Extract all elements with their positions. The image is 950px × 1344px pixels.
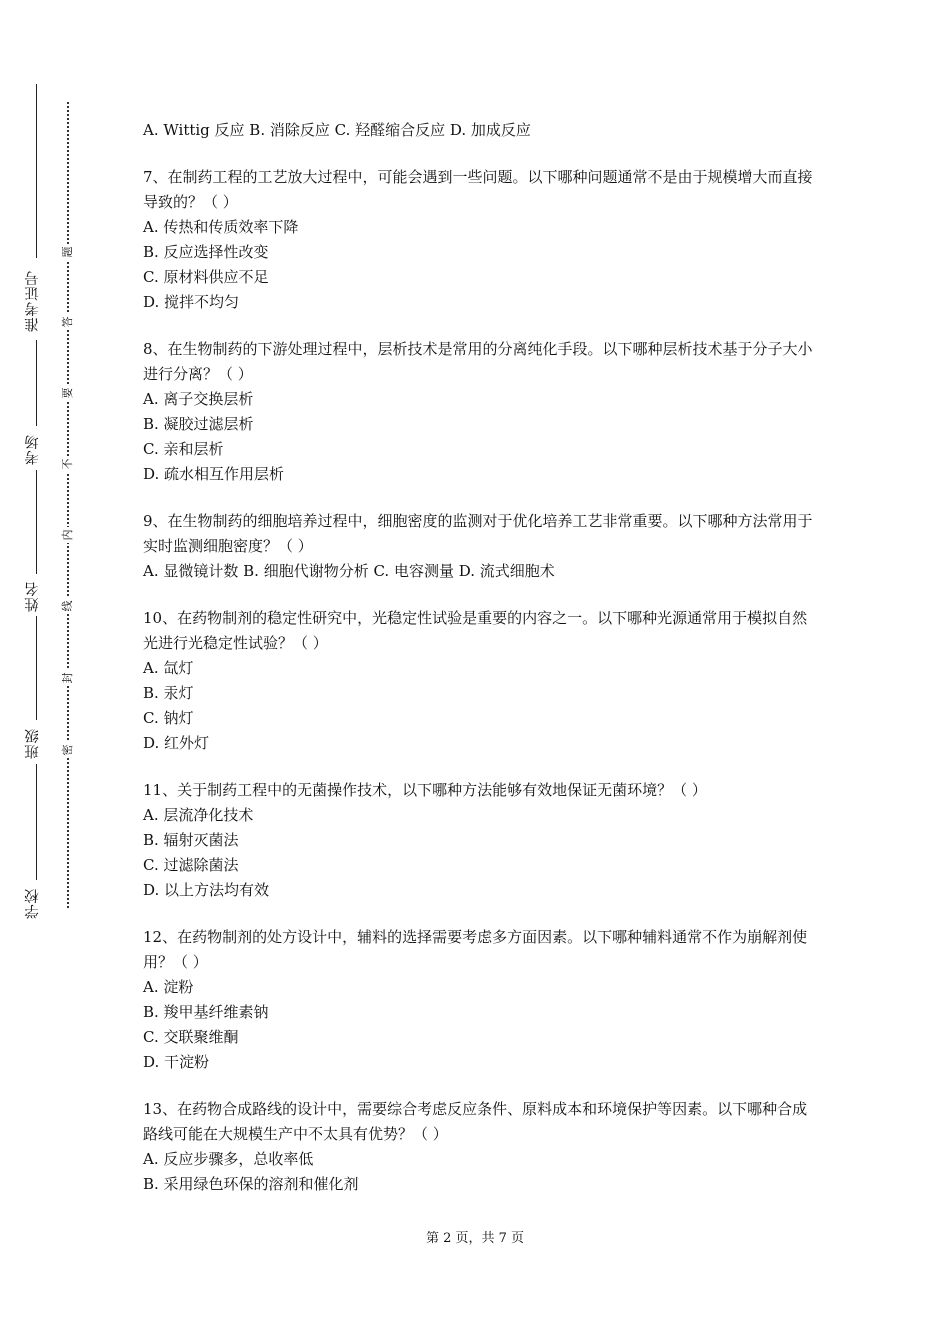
option-d: D. 红外灯 (143, 734, 210, 752)
exam-number-label: 准考证号 (25, 270, 41, 332)
question-stem: 12、在药物制剂的处方设计中，辅料的选择需要考虑多方面因素。以下哪种辅料通常不作为崩解剂使用？（ ） (143, 928, 808, 971)
option-c: C. 过滤除菌法 (143, 856, 239, 874)
school-field (25, 764, 49, 924)
name-line (36, 470, 37, 574)
option-d: D. 疏水相互作用层析 (143, 465, 285, 483)
option-c: C. 交联聚维酮 (143, 1028, 239, 1046)
class-field (25, 616, 49, 764)
name-field (25, 470, 49, 616)
seal-char: 要 (60, 385, 76, 401)
option-c: C. 钠灯 (143, 709, 194, 727)
option-a: A. 层流净化技术 (143, 806, 254, 824)
question-9 (143, 509, 813, 584)
question-stem: 11、关于制药工程中的无菌操作技术，以下哪种方法能够有效地保证无菌环境？（ ） (143, 781, 707, 799)
seal-char: 封 (60, 670, 76, 686)
seal-char: 答 (60, 314, 76, 330)
option-a: A. 反应步骤多，总收率低 (143, 1150, 314, 1168)
class-label: 班级 (25, 728, 41, 760)
option-b: B. 羧甲基纤维素钠 (143, 1003, 269, 1021)
question-stem: 7、在制药工程的工艺放大过程中，可能会遇到一些问题。以下哪种问题通常不是由于规模增大而直接导致的？（ ） (143, 168, 813, 211)
exam-number-line (36, 84, 37, 258)
seal-char: 题 (60, 244, 76, 260)
exam-room-label: 考场 (25, 434, 41, 466)
options-inline: A. 显微镜计数 B. 细胞代谢物分析 C. 电容测量 D. 流式细胞术 (143, 562, 555, 580)
option-b: B. 辐射灭菌法 (143, 831, 239, 849)
option-b: B. 反应选择性改变 (143, 243, 269, 261)
question-stem: 10、在药物制剂的稳定性研究中，光稳定性试验是重要的内容之一。以下哪种光源通常用于模拟自然光进行光稳定性试验？（ ） (143, 609, 808, 652)
options-inline: A. Wittig 反应 B. 消除反应 C. 羟醛缩合反应 D. 加成反应 (143, 121, 531, 139)
class-line (36, 616, 37, 720)
option-d: D. 干淀粉 (143, 1053, 210, 1071)
option-c: C. 亲和层析 (143, 440, 224, 458)
binding-margin (0, 0, 120, 1344)
seal-char: 内 (60, 527, 76, 543)
question-stem: 13、在药物合成路线的设计中，需要综合考虑反应条件、原料成本和环境保护等因素。以下哪种合成路线可能在大规模生产中不太具有优势？（ ） (143, 1100, 808, 1143)
seal-char: 密 (60, 742, 76, 758)
exam-number-field (25, 84, 49, 340)
option-a: A. 氙灯 (143, 659, 194, 677)
option-a: A. 淀粉 (143, 978, 194, 996)
page-number: 第 2 页，共 7 页 (425, 1231, 525, 1246)
question-11 (143, 778, 813, 903)
option-c: C. 原材料供应不足 (143, 268, 269, 286)
seal-dotted-line (67, 102, 69, 908)
question-stem: 8、在生物制药的下游处理过程中，层析技术是常用的分离纯化手段。以下哪种层析技术基于分子大小进行分离？（ ） (143, 340, 813, 383)
option-d: D. 以上方法均有效 (143, 881, 270, 899)
exam-room-field (25, 340, 49, 470)
option-b: B. 汞灯 (143, 684, 194, 702)
seal-char: 不 (60, 456, 76, 472)
school-line (36, 764, 37, 880)
option-b: B. 凝胶过滤层析 (143, 415, 254, 433)
question-13 (143, 1097, 813, 1197)
seal-char: 线 (60, 598, 76, 614)
page-footer (0, 1230, 950, 1248)
exam-room-line (36, 340, 37, 426)
option-b: B. 采用绿色环保的溶剂和催化剂 (143, 1175, 359, 1193)
option-a: A. 离子交换层析 (143, 390, 254, 408)
option-d: D. 搅拌不均匀 (143, 293, 240, 311)
question-stem: 9、在生物制药的细胞培养过程中，细胞密度的监测对于优化培养工艺非常重要。以下哪种方法常用于实时监测细胞密度？（ ） (143, 512, 813, 555)
question-8 (143, 337, 813, 487)
question-list (143, 118, 813, 1219)
option-a: A. 传热和传质效率下降 (143, 218, 299, 236)
question-12 (143, 925, 813, 1075)
school-label: 学校 (25, 888, 41, 920)
question-10 (143, 606, 813, 756)
question-7 (143, 165, 813, 315)
question-6-options (143, 118, 813, 143)
name-label: 姓名 (25, 581, 41, 613)
